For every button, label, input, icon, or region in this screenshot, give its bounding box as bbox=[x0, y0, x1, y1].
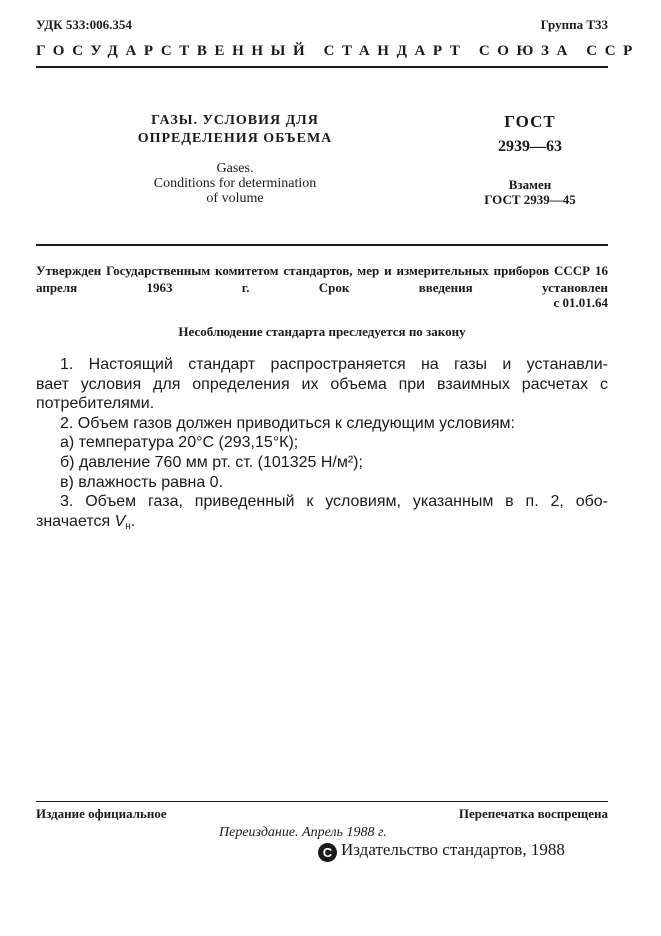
title-en-line-3: of volume bbox=[206, 191, 264, 206]
paragraph-1-line-3: потребителями. bbox=[36, 395, 155, 413]
paragraph-3-line-1: 3. Объем газа, приведенный к условиям, указанным в п. 2, обо- bbox=[60, 493, 608, 511]
group-code: Группа Т33 bbox=[540, 17, 608, 32]
approval-text: Утвержден Государственным комитетом стандартов, мер и измерительных приборов СССР 16 апреля 1963 г. Срок введения установлен bbox=[36, 263, 608, 295]
paragraph-1-line-2: вает условия для определения их объема при взаимных расчетах с bbox=[36, 375, 608, 393]
paragraph-3-suffix: . bbox=[130, 512, 136, 530]
replaces-value: ГОСТ 2939—45 bbox=[484, 192, 576, 207]
copyright-icon: С bbox=[318, 843, 337, 862]
title-en-line-2: Conditions for determination bbox=[153, 176, 317, 191]
paragraph-3-line-2 bbox=[36, 512, 608, 537]
official-edition: Издание официальное bbox=[36, 806, 167, 821]
title-ru-line-1: ГАЗЫ. УСЛОВИЯ ДЛЯ bbox=[151, 113, 319, 128]
replaces-block bbox=[430, 177, 630, 207]
legal-notice: Несоблюдение стандарта преследуется по закону bbox=[178, 324, 466, 339]
state-standard-banner: ГОСУДАРСТВЕННЫЙ СТАНДАРТ СОЮЗА ССР bbox=[36, 43, 640, 59]
standard-designation bbox=[430, 112, 630, 156]
footer-divider bbox=[36, 801, 608, 802]
publisher-text: Издательство стандартов, 1988 bbox=[341, 840, 565, 859]
gost-label: ГОСТ bbox=[504, 112, 556, 131]
replaces-label: Взамен bbox=[508, 177, 552, 192]
title-ru-line-2: ОПРЕДЕЛЕНИЯ ОБЪЕМА bbox=[137, 131, 333, 146]
paragraph-2: 2. Объем газов должен приводиться к следующим условиям: bbox=[60, 414, 515, 432]
title-english bbox=[110, 161, 360, 206]
title-en-line-1: Gases. bbox=[216, 161, 254, 176]
paragraph-3-prefix: значается bbox=[36, 512, 115, 530]
reissue-note: Переиздание. Апрель 1988 г. bbox=[219, 825, 387, 840]
header-divider bbox=[36, 66, 608, 68]
title-russian bbox=[110, 112, 360, 148]
copyright-line bbox=[318, 840, 565, 862]
condition-temperature: а) температура 20°С (293,15°К); bbox=[60, 434, 299, 452]
effective-date: с 01.01.64 bbox=[553, 295, 608, 310]
condition-humidity: в) влажность равна 0. bbox=[60, 473, 224, 491]
volume-symbol: V bbox=[114, 512, 126, 530]
standard-body bbox=[36, 355, 608, 536]
volume-subscript: н bbox=[125, 520, 131, 532]
udk-code: УДК 533:006.354 bbox=[36, 17, 132, 32]
title-divider bbox=[36, 244, 608, 246]
gost-number: 2939—63 bbox=[498, 138, 562, 155]
paragraph-1-line-1: 1. Настоящий стандарт распространяется на газы и устанавли- bbox=[60, 356, 608, 373]
condition-pressure: б) давление 760 мм рт. ст. (101325 Н/м²); bbox=[60, 453, 363, 471]
reprint-prohibited: Перепечатка воспрещена bbox=[458, 806, 608, 821]
